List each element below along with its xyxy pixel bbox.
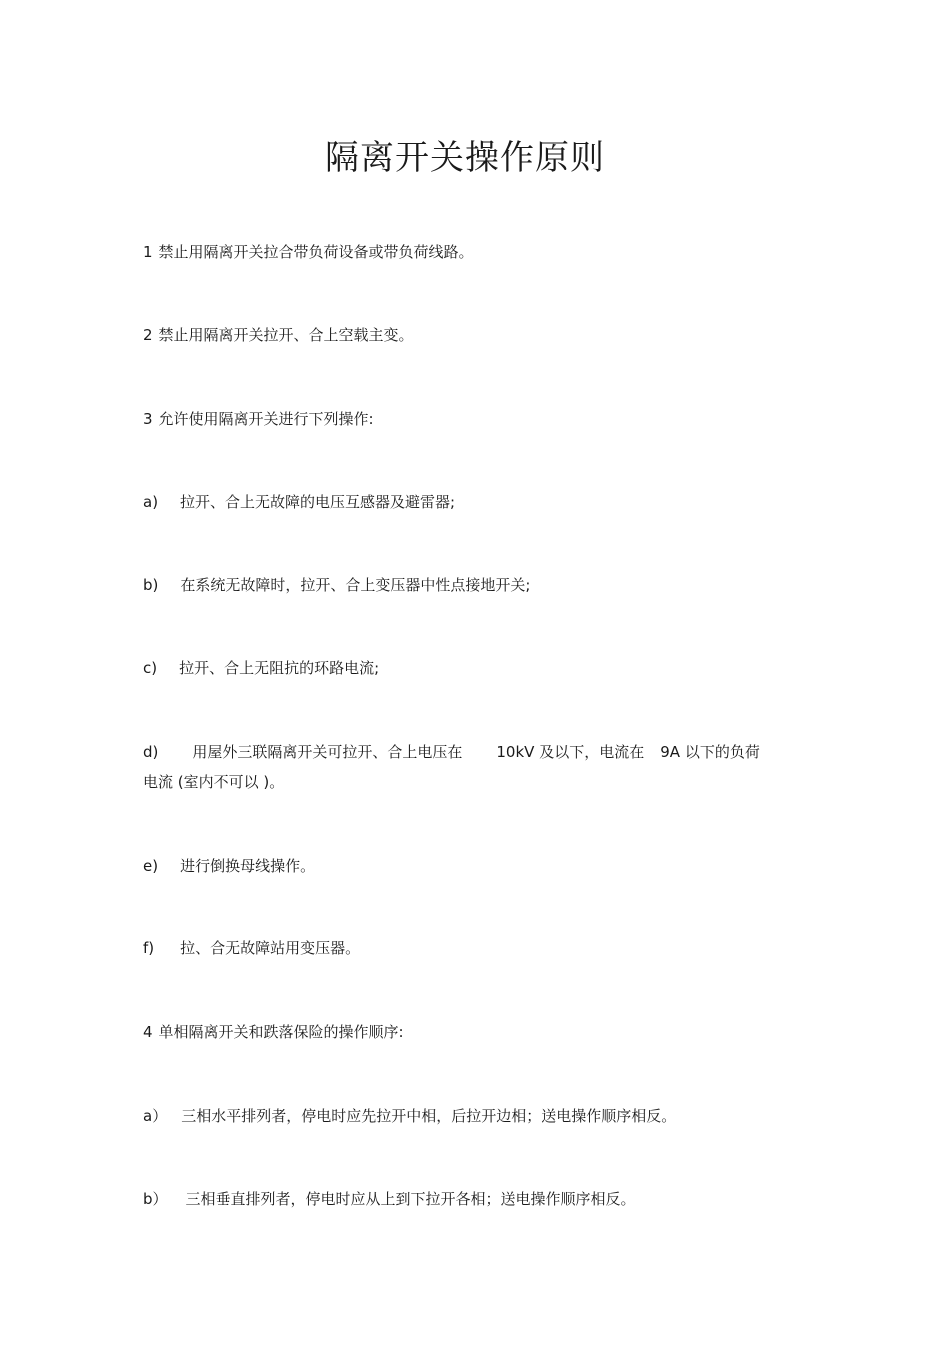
rule-text: 三相水平排列者，停电时应先拉开中相，后拉开边相；送电操作顺序相反。 bbox=[181, 1107, 677, 1125]
rule-3f bbox=[143, 933, 803, 963]
rule-text: 禁止用隔离开关拉合带负荷设备或带负荷线路。 bbox=[158, 243, 474, 261]
rule-text: 以下的负荷 bbox=[684, 743, 760, 761]
rule-label: a） bbox=[143, 1107, 168, 1125]
rule-label: c) bbox=[143, 659, 158, 677]
rule-label: 4 bbox=[143, 1023, 153, 1041]
rule-text: 禁止用隔离开关拉开、合上空载主变。 bbox=[158, 326, 414, 344]
rule-text-continued: 电流 (室内不可以 )。 bbox=[143, 773, 285, 791]
rule-label: 1 bbox=[143, 243, 153, 261]
rule-3d bbox=[143, 737, 803, 797]
rule-text: 进行倒换母线操作。 bbox=[180, 857, 316, 875]
rule-label: b) bbox=[143, 576, 159, 594]
rule-label: b） bbox=[143, 1190, 168, 1208]
rule-1 bbox=[143, 237, 803, 267]
rule-label: a) bbox=[143, 493, 159, 511]
rule-2 bbox=[143, 320, 803, 350]
rule-label: f) bbox=[143, 939, 155, 957]
rule-text: 及以下，电流在 bbox=[539, 743, 645, 761]
rule-label: 3 bbox=[143, 410, 153, 428]
rule-3c bbox=[143, 653, 803, 683]
page-title: 隔离开关操作原则 bbox=[325, 138, 605, 178]
rule-label: e) bbox=[143, 857, 159, 875]
rule-4b bbox=[143, 1184, 803, 1214]
rule-text: 拉开、合上无故障的电压互感器及避雷器; bbox=[180, 493, 456, 511]
rule-3a bbox=[143, 487, 803, 517]
current-value: 9A bbox=[660, 743, 681, 761]
rule-text: 允许使用隔离开关进行下列操作: bbox=[158, 410, 374, 428]
rule-3e bbox=[143, 851, 803, 881]
rule-3 bbox=[143, 404, 803, 434]
rule-label: d) bbox=[143, 743, 159, 761]
rule-text: 单相隔离开关和跌落保险的操作顺序: bbox=[158, 1023, 404, 1041]
rule-label: 2 bbox=[143, 326, 153, 344]
rule-text: 三相垂直排列者，停电时应从上到下拉开各相；送电操作顺序相反。 bbox=[185, 1190, 636, 1208]
rule-text: 拉开、合上无阻抗的环路电流; bbox=[179, 659, 380, 677]
rule-4 bbox=[143, 1017, 803, 1047]
rule-3b bbox=[143, 570, 803, 600]
rule-4a bbox=[143, 1101, 803, 1131]
rule-text: 在系统无故障时，拉开、合上变压器中性点接地开关; bbox=[180, 576, 531, 594]
voltage-value: 10kV bbox=[496, 743, 535, 761]
rule-text: 拉、合无故障站用变压器。 bbox=[180, 939, 361, 957]
rule-text: 用屋外三联隔离开关可拉开、合上电压在 bbox=[192, 743, 463, 761]
